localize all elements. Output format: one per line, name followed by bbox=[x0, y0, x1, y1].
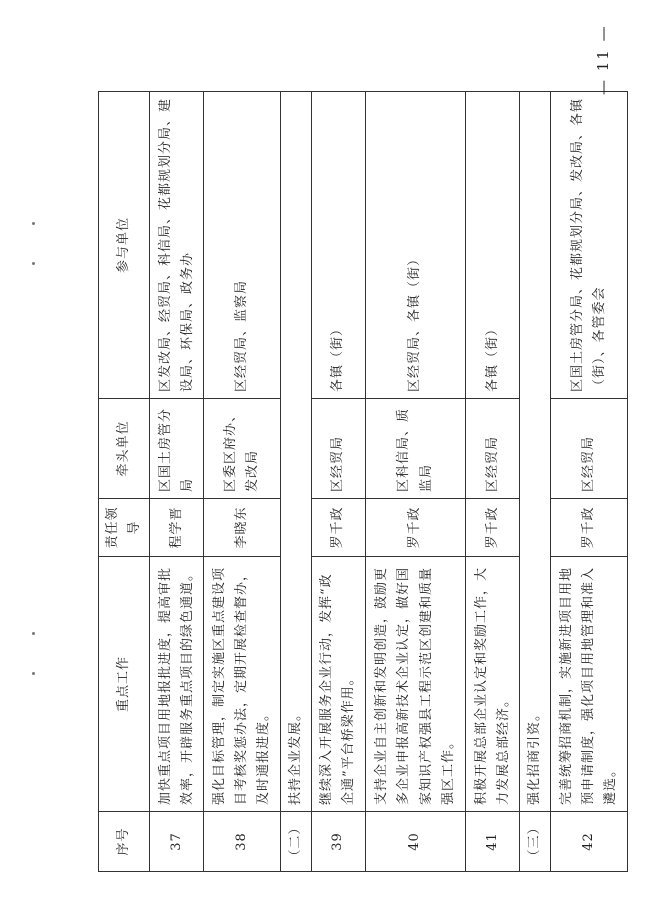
row-lead-unit: 区经贸局 bbox=[466, 399, 520, 499]
row-leader: 程学晋 bbox=[150, 499, 204, 557]
row-task: 积极开展总部企业认定和奖励工作，大力发展总部经济。 bbox=[466, 557, 520, 812]
section-title: 强化招商引资。 bbox=[520, 92, 551, 812]
table-row bbox=[311, 92, 365, 872]
row-task: 继续深入开展服务企业行动，发挥“政企通”平台桥梁作用。 bbox=[311, 557, 365, 812]
row-leader: 罗千政 bbox=[311, 499, 365, 557]
header-task: 重点工作 bbox=[99, 557, 150, 812]
row-lead-unit: 区国土房管分局 bbox=[150, 399, 204, 499]
row-lead-unit: 区经贸局 bbox=[550, 399, 627, 499]
row-participants: 各镇（街） bbox=[311, 92, 365, 399]
table-header-row bbox=[99, 92, 150, 872]
header-leader: 责任领导 bbox=[99, 499, 150, 557]
section-row bbox=[520, 92, 551, 872]
row-task: 强化目标管理，制定实施区重点建设项目考核奖惩办法，定期开展检查督办，及时通报进度。 bbox=[204, 557, 281, 812]
table-row bbox=[150, 92, 204, 872]
row-seq: 39 bbox=[311, 812, 365, 872]
row-leader: 罗千政 bbox=[466, 499, 520, 557]
row-task: 加快重点项目用地报批进度，提高审批效率，开辟服务重点项目的绿色通道。 bbox=[150, 557, 204, 812]
row-participants: 区经贸局、监察局 bbox=[204, 92, 281, 399]
task-table bbox=[98, 91, 628, 872]
row-participants: 区国土房管分局、花都规划分局、发改局、各镇（街）、各管委会 bbox=[550, 92, 627, 399]
row-seq: 42 bbox=[550, 812, 627, 872]
page-number: — 11 — bbox=[594, 24, 612, 95]
row-leader: 李晓东 bbox=[204, 499, 281, 557]
row-seq: 38 bbox=[204, 812, 281, 872]
table-row bbox=[550, 92, 627, 872]
row-lead-unit: 区经贸局 bbox=[311, 399, 365, 499]
row-seq: 37 bbox=[150, 812, 204, 872]
row-lead-unit: 区科信局、质监局 bbox=[365, 399, 465, 499]
row-task: 完善统筹招商机制，实施新进项目用地预申请制度，强化项目用地管理和准入遴选。 bbox=[550, 557, 627, 812]
row-leader: 罗千政 bbox=[365, 499, 465, 557]
section-title: 扶持企业发展。 bbox=[281, 92, 312, 812]
header-seq: 序号 bbox=[99, 812, 150, 872]
section-seq: （二） bbox=[281, 812, 312, 872]
punch-mark bbox=[32, 222, 35, 225]
punch-mark bbox=[32, 632, 35, 635]
row-participants: 各镇（街） bbox=[466, 92, 520, 399]
punch-mark bbox=[32, 672, 35, 675]
row-seq: 40 bbox=[365, 812, 465, 872]
section-seq: （三） bbox=[520, 812, 551, 872]
row-lead-unit: 区委区府办、发改局 bbox=[204, 399, 281, 499]
section-row bbox=[281, 92, 312, 872]
rotated-table-wrapper bbox=[98, 92, 628, 872]
table-row bbox=[466, 92, 520, 872]
row-seq: 41 bbox=[466, 812, 520, 872]
row-participants: 区发改局、经贸局、科信局、花都规划分局、建设局、环保局、政务办 bbox=[150, 92, 204, 399]
table-row bbox=[365, 92, 465, 872]
row-participants: 区经贸局、各镇（街） bbox=[365, 92, 465, 399]
header-lead-unit: 牵头单位 bbox=[99, 399, 150, 499]
row-task: 支持企业自主创新和发明创造，鼓励更多企业申报高新技术企业认定，做好国家知识产权强县工程示范区创建和质量强区工作。 bbox=[365, 557, 465, 812]
row-leader: 罗千政 bbox=[550, 499, 627, 557]
header-participants: 参与单位 bbox=[99, 92, 150, 399]
table-row bbox=[204, 92, 281, 872]
punch-mark bbox=[32, 262, 35, 265]
